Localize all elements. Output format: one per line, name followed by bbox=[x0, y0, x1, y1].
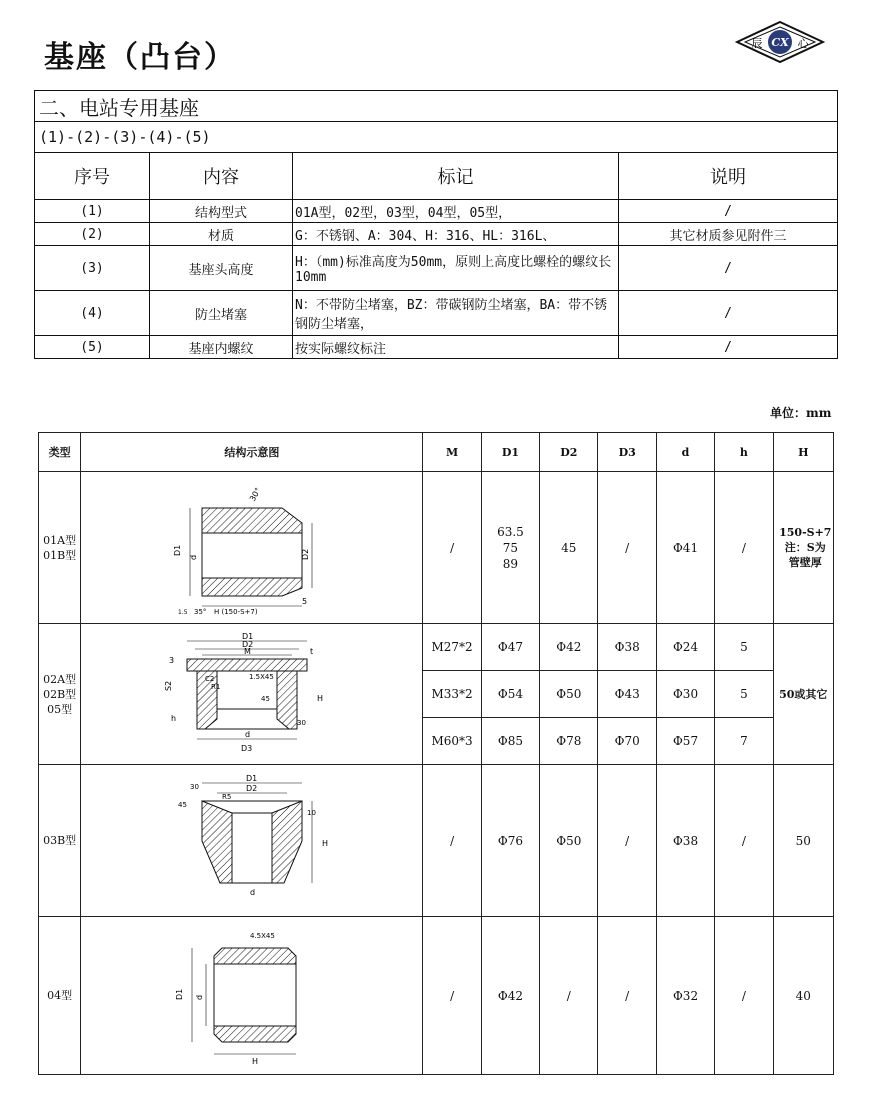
table-row: (1) 结构型式 01A型，02型，03型，04型，05型， / bbox=[35, 200, 838, 223]
col-M: M bbox=[423, 433, 481, 472]
spec-row-03: 03B型 D1 D2 30 R5 45 10 H d / Φ76 Φ50 / Φ38 / 50 bbox=[39, 765, 834, 917]
svg-text:H: H bbox=[321, 838, 328, 848]
svg-text:1.5: 1.5 bbox=[177, 608, 188, 616]
col-H: H bbox=[773, 433, 833, 472]
col-d: d bbox=[656, 433, 714, 472]
svg-text:D3: D3 bbox=[240, 744, 253, 753]
svg-text:S2: S2 bbox=[163, 680, 173, 691]
drawing-03 bbox=[81, 765, 423, 917]
svg-text:CX: CX bbox=[771, 36, 789, 49]
svg-text:5: 5 bbox=[301, 596, 307, 606]
svg-text:C2: C2 bbox=[204, 675, 215, 683]
svg-text:H: H bbox=[251, 1056, 258, 1066]
svg-text:1.5X45: 1.5X45 bbox=[248, 673, 274, 681]
svg-text:10: 10 bbox=[306, 808, 316, 817]
section-heading: 二、电站专用基座 bbox=[35, 91, 838, 122]
code-table bbox=[34, 90, 838, 359]
svg-text:D2: D2 bbox=[241, 640, 254, 649]
header-note: 说明 bbox=[619, 153, 838, 200]
col-drawing: 结构示意图 bbox=[81, 433, 423, 472]
header-mark: 标记 bbox=[293, 153, 619, 200]
table-row: (3) 基座头高度 H：（mm)标准高度为50mm，原则上高度比螺栓的螺纹长10mm / bbox=[35, 246, 838, 291]
drawing-02 bbox=[81, 624, 423, 765]
svg-text:D2: D2 bbox=[245, 783, 258, 793]
spec-row-02a: 02A型 02B型 05型 D1 D2 M t 3 S2 C2 R1 1.5X45 45 H h d D3 30 M27*2 Φ47 Φ42 Φ38 Φ24 5 50或其它 bbox=[39, 624, 834, 671]
svg-text:t: t bbox=[309, 647, 313, 656]
svg-text:d: d bbox=[249, 887, 255, 897]
svg-text:H (150-S+7): H (150-S+7) bbox=[213, 607, 258, 616]
header-no: 序号 bbox=[35, 153, 150, 200]
table-row: (2) 材质 G：不锈钢、A：304、H：316、HL：316L、 其它材质参见附件三 bbox=[35, 223, 838, 246]
drawing-04 bbox=[81, 917, 423, 1075]
svg-text:D1: D1 bbox=[174, 988, 184, 1000]
spec-table bbox=[38, 432, 834, 1075]
svg-text:4.5X45: 4.5X45 bbox=[249, 931, 275, 940]
unit-label: 单位：mm bbox=[770, 406, 832, 420]
svg-text:45: 45 bbox=[260, 695, 270, 703]
table-row: (5) 基座内螺纹 按实际螺纹标注 / bbox=[35, 336, 838, 359]
table-row: (4) 防尘堵塞 N：不带防尘堵塞，BZ：带碳钢防尘堵塞，BA：带不锈钢防尘堵塞， / bbox=[35, 291, 838, 336]
svg-text:45: 45 bbox=[177, 800, 187, 809]
code-pattern: (1)-(2)-(3)-(4)-(5) bbox=[35, 122, 838, 153]
company-logo bbox=[735, 20, 825, 64]
svg-text:h: h bbox=[170, 714, 176, 723]
col-D2: D2 bbox=[540, 433, 598, 472]
spec-row-02b: M33*2 Φ54 Φ50 Φ43 Φ30 5 bbox=[39, 671, 834, 718]
svg-text:心: 心 bbox=[797, 37, 809, 50]
svg-text:d: d bbox=[244, 730, 250, 739]
header-item: 内容 bbox=[150, 153, 293, 200]
spec-row-04: 04型 4.5X45 D1 d H / Φ42 / / Φ32 / 40 bbox=[39, 917, 834, 1075]
svg-text:3: 3 bbox=[168, 656, 174, 665]
svg-text:30°: 30° bbox=[247, 485, 263, 503]
svg-text:M: M bbox=[243, 647, 251, 656]
svg-text:D1: D1 bbox=[172, 544, 182, 556]
svg-text:R1: R1 bbox=[210, 683, 221, 691]
col-D3: D3 bbox=[598, 433, 656, 472]
svg-text:d: d bbox=[194, 994, 204, 1000]
col-h: h bbox=[715, 433, 773, 472]
svg-text:辰: 辰 bbox=[751, 37, 763, 50]
svg-text:30: 30 bbox=[189, 782, 199, 791]
svg-text:35°: 35° bbox=[193, 607, 207, 616]
drawing-01 bbox=[81, 472, 423, 624]
spec-row-02c: M60*3 Φ85 Φ78 Φ70 Φ57 7 bbox=[39, 718, 834, 765]
svg-text:D1: D1 bbox=[245, 773, 258, 783]
svg-text:H: H bbox=[316, 694, 323, 703]
svg-text:R5: R5 bbox=[221, 792, 232, 801]
col-D1: D1 bbox=[481, 433, 539, 472]
svg-text:30: 30 bbox=[296, 719, 306, 727]
page-title: 基座（凸台） bbox=[44, 40, 236, 75]
svg-text:d: d bbox=[188, 554, 198, 560]
spec-row-01: 01A型 01B型 D1 d D2 30° 5 1.5 35° H (150-S+7) / 63.5 75 89 45 / Φ41 / 150-S+7 注：S为 管壁厚 bbox=[39, 472, 834, 624]
svg-text:D1: D1 bbox=[241, 632, 254, 641]
col-type: 类型 bbox=[39, 433, 81, 472]
svg-text:D2: D2 bbox=[300, 548, 310, 560]
